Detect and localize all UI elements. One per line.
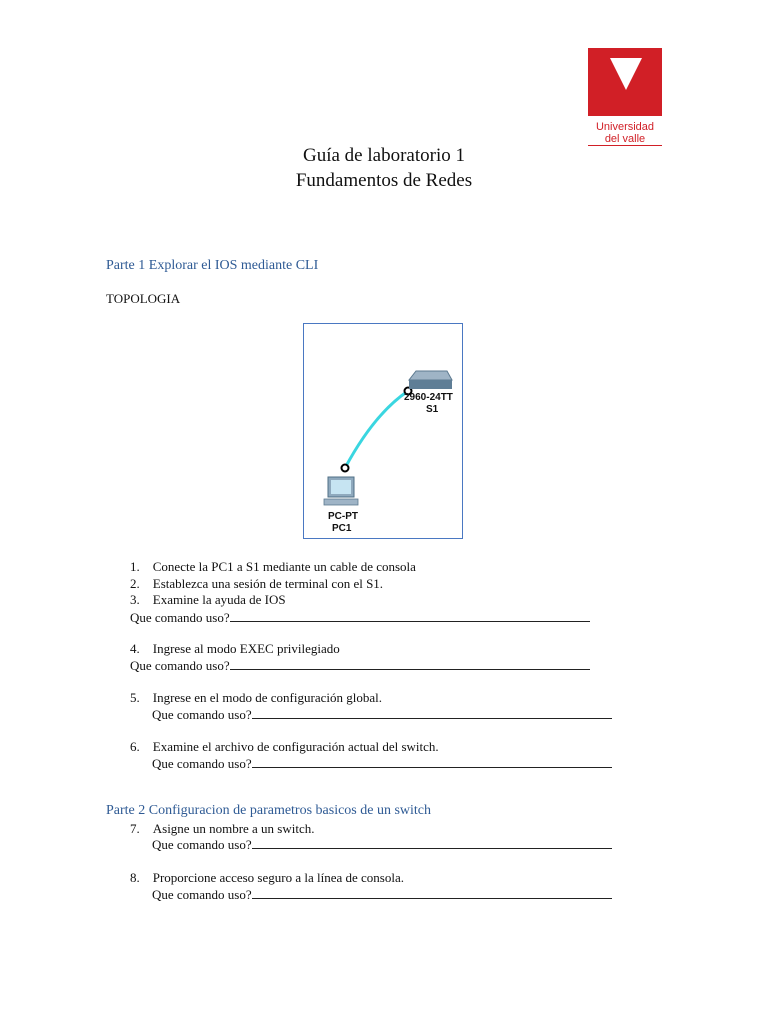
- item-number: 3.: [130, 592, 140, 607]
- logo-emblem-icon: [588, 44, 662, 116]
- document-title: [0, 143, 768, 193]
- title-line-2: Fundamentos de Redes: [295, 170, 473, 191]
- item-number: 8.: [130, 870, 140, 885]
- answer-line: [152, 836, 612, 853]
- answer-blank[interactable]: [252, 886, 612, 899]
- answer-blank[interactable]: [252, 706, 612, 719]
- item-number: 4.: [130, 641, 140, 656]
- item-number: 2.: [130, 576, 140, 591]
- answer-blank[interactable]: [230, 657, 590, 670]
- item-number: 6.: [130, 739, 140, 754]
- question-label: Que comando uso?: [152, 707, 252, 722]
- question-label: Que comando uso?: [152, 756, 252, 771]
- pc-name-label: PC1: [332, 523, 352, 534]
- answer-line: [130, 657, 590, 674]
- question-label: Que comando uso?: [152, 837, 252, 852]
- topology-diagram: [303, 323, 463, 539]
- logo-text-line2: del valle: [588, 133, 662, 146]
- item-number: 1.: [130, 559, 140, 574]
- item-text: Proporcione acceso seguro a la línea de consola.: [152, 870, 404, 885]
- topology-label: TOPOLOGIA: [106, 291, 181, 306]
- part2-heading: Parte 2 Configuracion de parametros basicos de un switch: [106, 803, 432, 818]
- question-label: Que comando uso?: [130, 658, 230, 673]
- answer-line: [130, 609, 590, 626]
- question-label: Que comando uso?: [130, 610, 230, 625]
- answer-blank[interactable]: [230, 609, 590, 622]
- topology-link: [304, 324, 462, 538]
- switch-model-label: 2960-24TT: [404, 392, 453, 403]
- item-number: 7.: [130, 821, 140, 836]
- part1-heading: Parte 1 Explorar el IOS mediante CLI: [106, 258, 319, 273]
- item-text: Conecte la PC1 a S1 mediante un cable de consola: [152, 559, 416, 574]
- answer-line: [152, 886, 612, 903]
- title-line-1: Guía de laboratorio 1: [303, 145, 465, 166]
- logo-text-line1: Universidad: [595, 121, 655, 133]
- item-text: Establezca una sesión de terminal con el S1.: [152, 576, 384, 591]
- item-text: Ingrese en el modo de configuración global.: [152, 690, 382, 705]
- list-item: [130, 870, 404, 886]
- item-number: 5.: [130, 690, 140, 705]
- answer-blank[interactable]: [252, 836, 612, 849]
- item-text: Examine la ayuda de IOS: [152, 592, 286, 607]
- list-item: [130, 592, 286, 608]
- pc-icon: [324, 477, 358, 505]
- answer-blank[interactable]: [252, 755, 612, 768]
- item-text: Asigne un nombre a un switch.: [152, 821, 315, 836]
- pc-port-dot: [342, 465, 349, 472]
- answer-line: [152, 755, 612, 772]
- list-item: [130, 821, 315, 837]
- list-item: [130, 576, 383, 592]
- question-label: Que comando uso?: [152, 887, 252, 902]
- universidad-del-valle-logo: [588, 44, 662, 144]
- pc-model-label: PC-PT: [328, 511, 358, 522]
- item-text: Examine el archivo de configuración actual del switch.: [152, 739, 439, 754]
- console-cable-link: [345, 391, 408, 468]
- list-item: [130, 690, 382, 706]
- list-item: [130, 739, 439, 755]
- switch-name-label: S1: [426, 404, 439, 415]
- list-item: [130, 559, 416, 575]
- item-text: Ingrese al modo EXEC privilegiado: [152, 641, 340, 656]
- answer-line: [152, 706, 612, 723]
- switch-icon: [409, 371, 452, 389]
- list-item: [130, 641, 340, 657]
